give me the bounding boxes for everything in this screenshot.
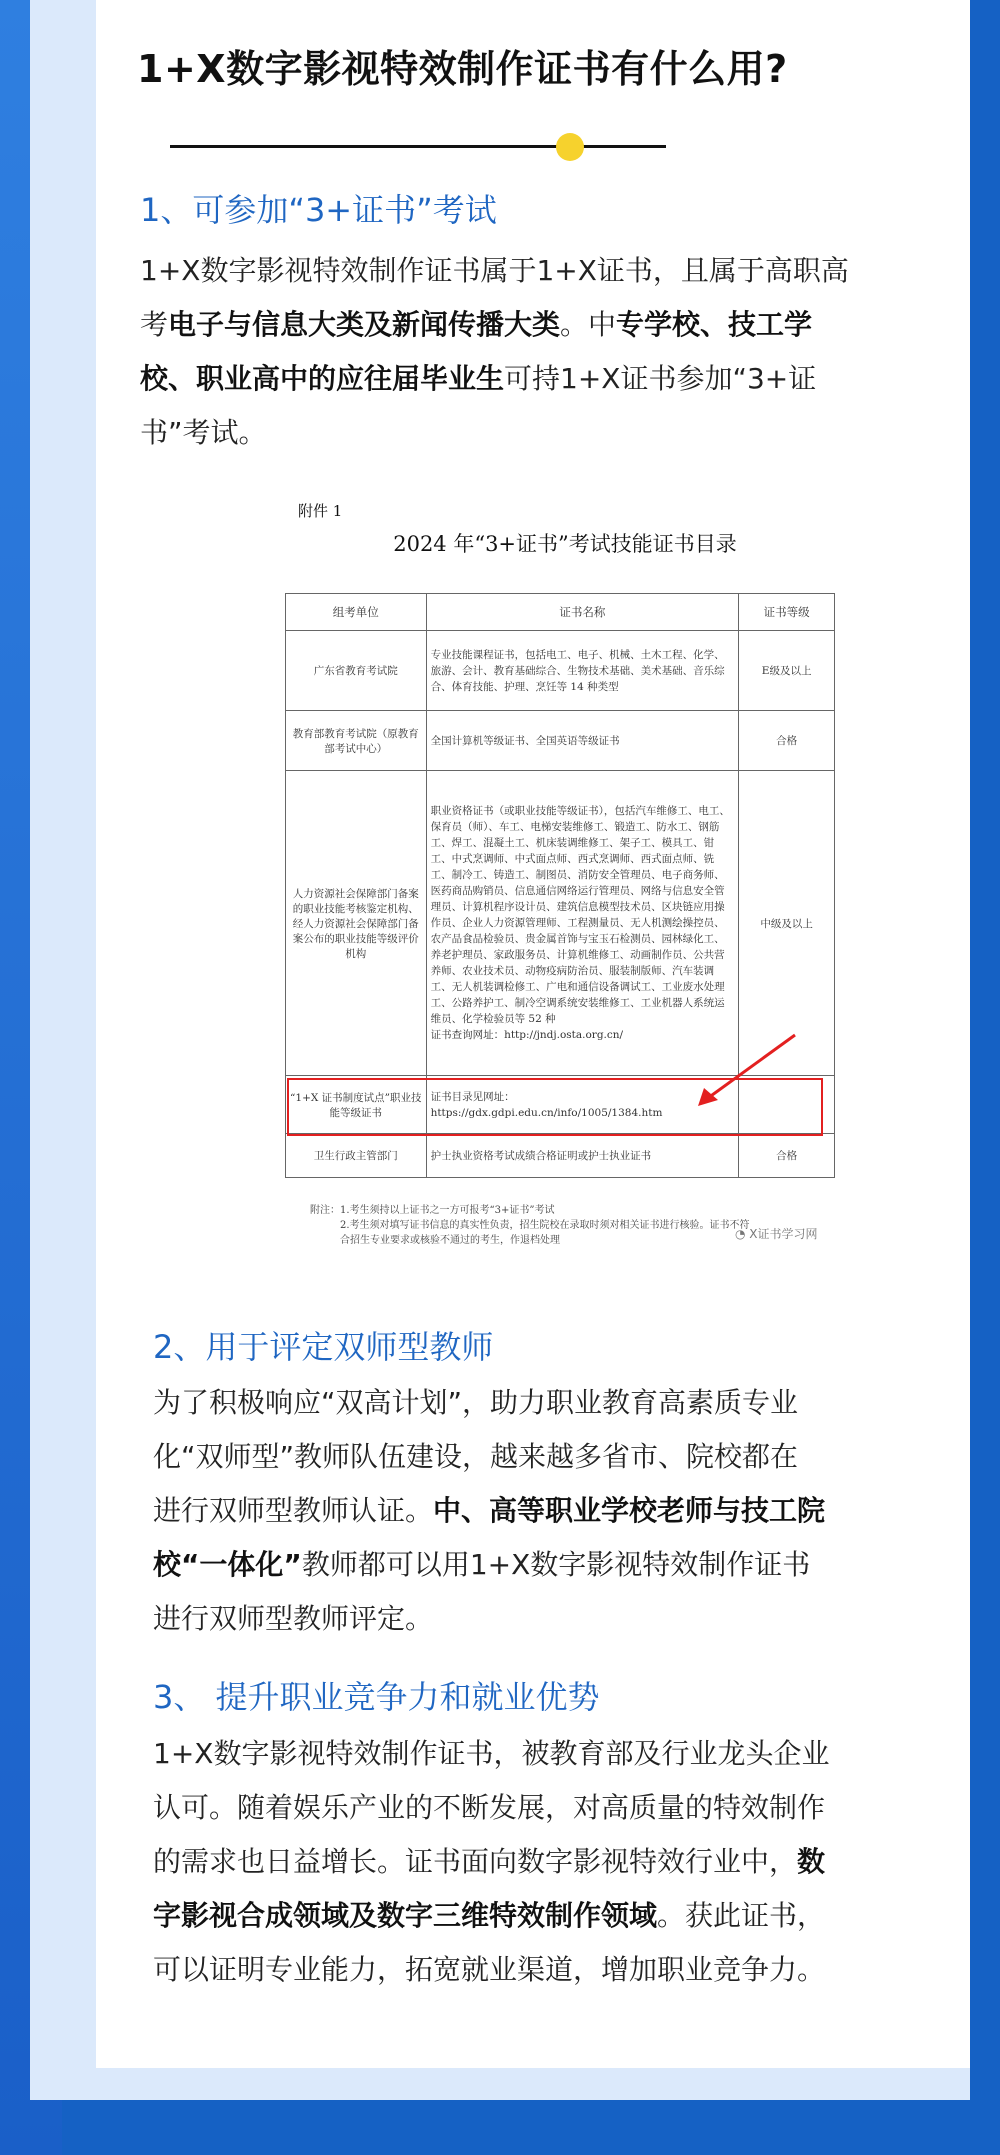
table-cell: 护士执业资格考试成绩合格证明或护士执业证书	[426, 1134, 739, 1178]
table-header-row	[286, 594, 835, 631]
bottom-strip	[30, 2068, 970, 2100]
figure-annex: 附件 1	[298, 502, 343, 520]
cert-list-text: 职业资格证书（或职业技能等级证书），包括汽车维修工、电工、保育员（师）、车工、电梯安装维修工、锻造工、防水工、钢筋工、焊工、混凝土工、机床装调维修工、架子工、模具工、钳工、中式烹调师、中式面点师、西式烹调师、西式面点师、铣工、制冷工、铸造工、制图员、消防安全管理员、电子商务师、医药商品购销员、信息通信网络运行管理员、网络与信息安全管理员、计算机程序设计员、建筑信息模型技术员、区块链应用操作员、企业人力资源管理师、工程测量员、无人机测绘操控员、农产品食品检验员、贵金属首饰与宝玉石检测员、园林绿化工、养老护理员、家政服务员、计算机维修工、动画制作员、公共营养师、农业技术员、动物疫病防治员、服装制版师、汽车装调工、无人机装调检修工、广电和通信设备调试工、工业废水处理工、公路养护工、制冷空调系统安装维修工、工业机器人系统运维员、化学检验员等 52 种	[430, 805, 730, 1025]
section3-line5: 可以证明专业能力，拓宽就业渠道，增加职业竞争力。	[153, 1953, 826, 1986]
figure-note-1: 附注：1.考生须持以上证书之一方可报考“3+证书”考试	[310, 1205, 555, 1216]
figure-notes	[310, 1203, 750, 1248]
red-arrow-icon	[680, 1030, 800, 1110]
page-title: 1+X数字影视特效制作证书有什么用?	[137, 47, 788, 91]
table-cell: 卫生行政主管部门	[286, 1134, 427, 1178]
figure-note-2: 2.考生须对填写证书信息的真实性负责，招生院校在录取时须对相关证书进行核验。证书不符合招生专业要求或核验不通过的考生，作退档处理	[340, 1220, 750, 1246]
section2-text	[153, 1376, 943, 1646]
section3-text	[153, 1727, 943, 1997]
title-divider	[170, 145, 666, 148]
cert-catalog-label: 证书目录见网址：	[430, 1090, 515, 1103]
divider-dot	[556, 133, 584, 161]
table-cell: 合格	[739, 711, 835, 771]
table-header: 组考单位	[286, 594, 427, 631]
section3-line1: 1+X数字影视特效制作证书，被教育部及行业龙头企业	[153, 1737, 830, 1770]
table-cell: “1+X 证书制度试点”职业技能等级证书	[286, 1076, 427, 1134]
certificate-table-figure	[280, 490, 850, 1260]
table-cell: E级及以上	[739, 631, 835, 711]
table-cell: 人力资源社会保障部门备案的职业技能考核鉴定机构、经人力资源社会保障部门备案公布的职业技能等级评价机构	[286, 771, 427, 1076]
section3-line4: 字影视合成领域及数字三维特效制作领域。获此证书，	[153, 1899, 826, 1932]
watermark: ◔ X证书学习网	[735, 1227, 818, 1241]
section1-line1: 1+X数字影视特效制作证书属于1+X证书，且属于高职高	[140, 254, 849, 287]
section3-line2: 认可。随着娱乐产业的不断发展，对高质量的特效制作	[153, 1791, 826, 1824]
background-right	[970, 0, 1000, 2155]
section1-text	[140, 244, 940, 460]
table-row	[286, 631, 835, 711]
section2-line3: 进行双师型教师认证。中、高等职业学校老师与技工院	[153, 1494, 826, 1527]
section2-line5: 进行双师型教师评定。	[153, 1602, 434, 1635]
cert-catalog-link[interactable]: https://gdx.gdpi.edu.cn/info/1005/1384.htm	[430, 1106, 663, 1119]
wechat-icon: ◔	[735, 1227, 750, 1241]
section1-line2: 考电子与信息大类及新闻传播大类。中专学校、技工学	[140, 308, 813, 341]
section1-line3: 校、职业高中的应往届毕业生可持1+X证书参加“3+证	[140, 362, 817, 395]
section2-line4: 校“一体化”教师都可以用1+X数字影视特效制作证书	[153, 1548, 811, 1581]
section3-line3: 的需求也日益增长。证书面向数字影视特效行业中，数	[153, 1845, 826, 1878]
table-cell: 合格	[739, 1134, 835, 1178]
cert-query-link[interactable]: 证书查询网址：http://jndj.osta.org.cn/	[430, 1029, 624, 1041]
table-cell: 教育部教育考试院（原教育部考试中心）	[286, 711, 427, 771]
section2-heading: 2、用于评定双师型教师	[153, 1328, 494, 1366]
section2-line2: 化“双师型”教师队伍建设，越来越多省市、院校都在	[153, 1440, 799, 1473]
table-cell: 专业技能课程证书，包括电工、电子、机械、土木工程、化学、旅游、会计、教育基础综合、生物技术基础、美术基础、音乐综合、体育技能、护理、烹饪等 14 种类型	[426, 631, 739, 711]
side-rail	[30, 0, 96, 2100]
section3-heading: 3、 提升职业竞争力和就业优势	[153, 1678, 600, 1716]
figure-title: 2024 年“3+证书”考试技能证书目录	[393, 532, 737, 556]
table-header: 证书名称	[426, 594, 739, 631]
table-cell: 全国计算机等级证书、全国英语等级证书	[426, 711, 739, 771]
section1-line4: 书”考试。	[140, 416, 267, 449]
section1-heading: 1、可参加“3+证书”考试	[140, 191, 497, 229]
section2-line1: 为了积极响应“双高计划”，助力职业教育高素质专业	[153, 1386, 799, 1419]
table-cell: 中级及以上	[739, 771, 835, 1076]
table-row	[286, 711, 835, 771]
table-row	[286, 1134, 835, 1178]
table-header: 证书等级	[739, 594, 835, 631]
table-cell: 广东省教育考试院	[286, 631, 427, 711]
